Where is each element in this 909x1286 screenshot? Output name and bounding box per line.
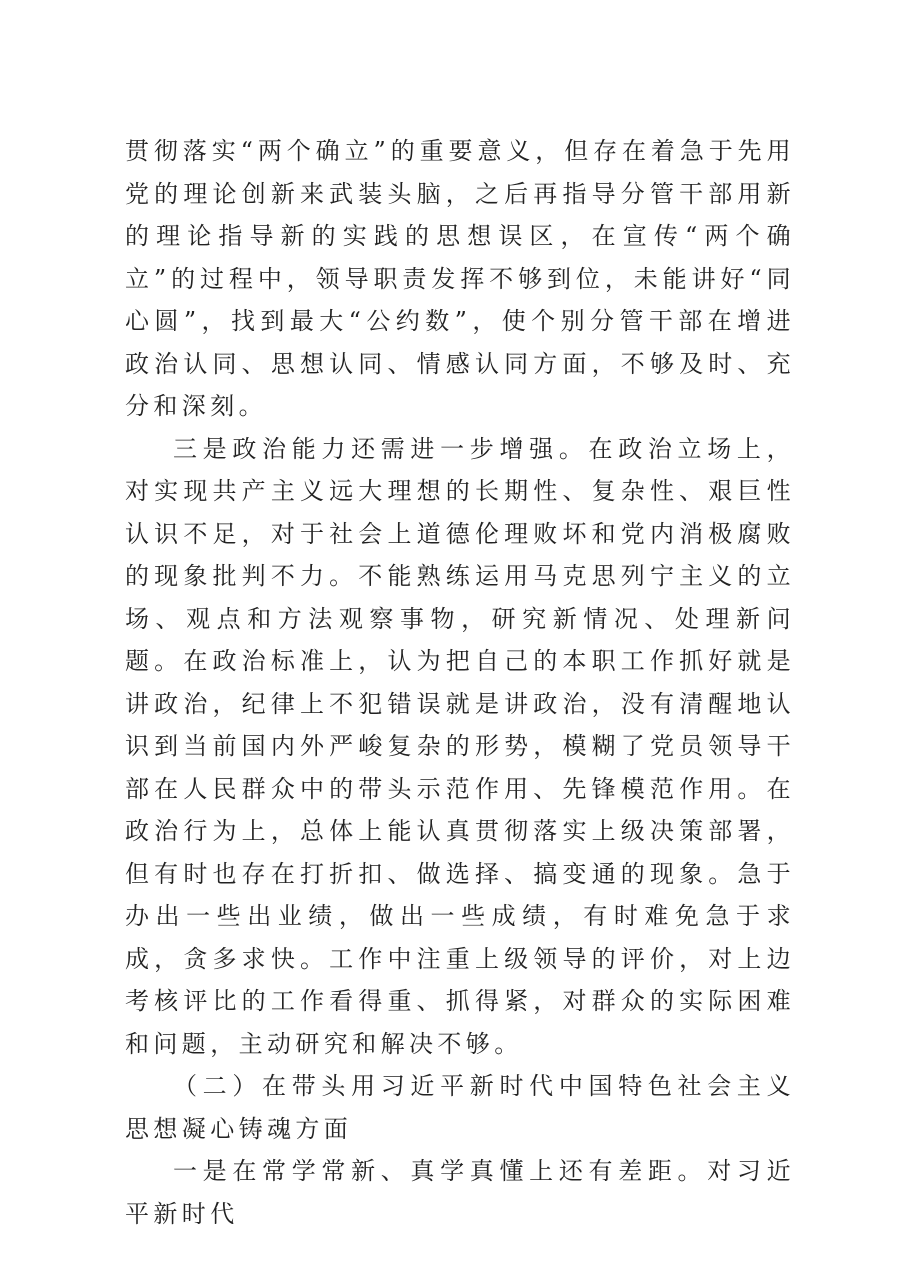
section-heading-2: （二）在带头用习近平新时代中国特色社会主义思想凝心铸魂方面 [125,1072,795,1143]
paragraph-political-capacity: 三是政治能力还需进一步增强。在政治立场上，对实现共产主义远大理想的长期性、复杂性、艰巨性认识不足，对于社会上道德伦理败坏和党内消极腐败的现象批判不力。不能熟练运用马克思列宁主义的立场、观点和方法观察事物，研究新情况、处理新问题。在政治标准上，认为把自己的本职工作抓好就是讲政治，纪律上不犯错误就是讲政治，没有清醒地认识到当前国内外严峻复杂的形势，模糊了党员领导干部在人民群众中的带头示范作用、先锋模范作用。在政治行为上，总体上能认真贯彻落实上级决策部署，但有时也存在打折扣、做选择、搞变通的现象。急于办出一些出业绩，做出一些成绩，有时难免急于求成，贪多求快。工作中注重上级领导的评价，对上边考核评比的工作看得重、抓得紧，对群众的实际困难和问题，主动研究和解决不够。 [125,434,795,1058]
document-body [125,130,795,1235]
paragraph-continuation: 贯彻落实“两个确立”的重要意义，但存在着急于先用党的理论创新来武装头脑，之后再指导分管干部用新的理论指导新的实践的思想误区，在宣传“两个确立”的过程中，领导职责发挥不够到位，未能讲好“同心圆”，找到最大“公约数”，使个别分管干部在增进政治认同、思想认同、情感认同方面，不够及时、充分和深刻。 [125,137,795,420]
paragraph-study-gap: 一是在常学常新、真学真懂上还有差距。对习近平新时代 [125,1157,795,1228]
